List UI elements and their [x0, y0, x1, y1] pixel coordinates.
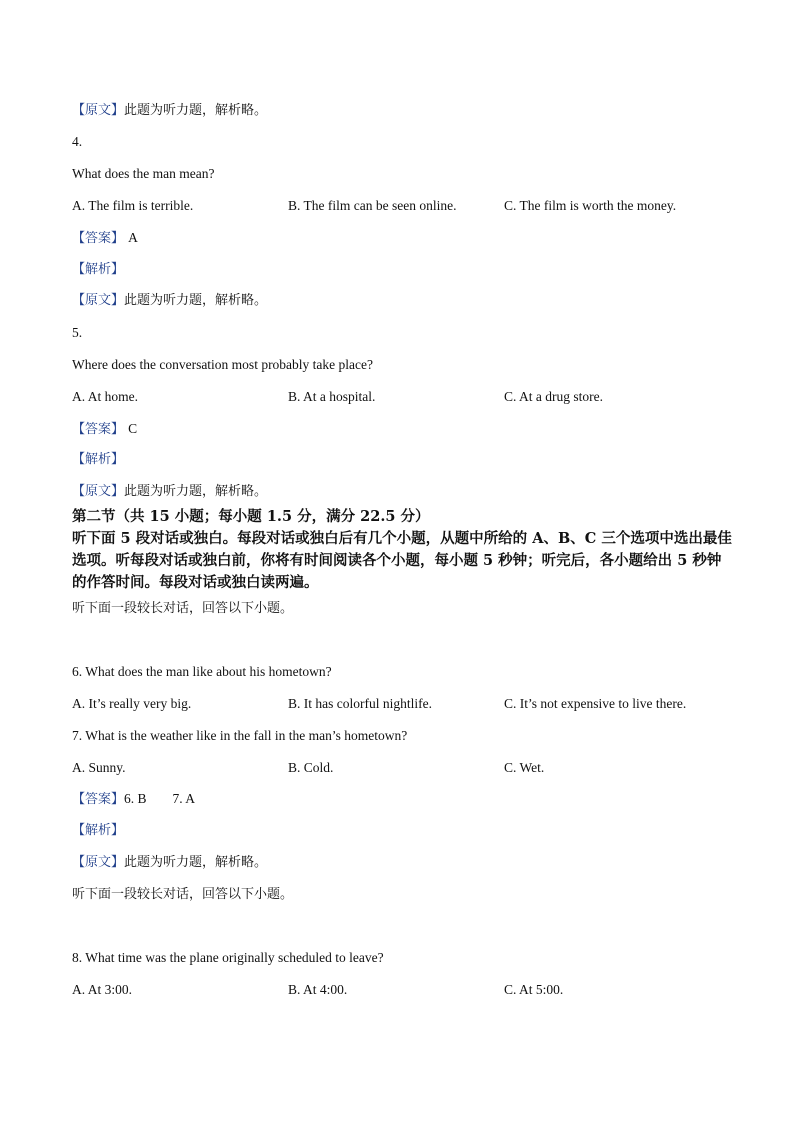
question-5-text: Where does the conversation most probably take place?: [72, 357, 374, 372]
yuanwen-tag: 【原文】: [72, 103, 125, 118]
q5-answer: C: [128, 421, 138, 436]
q7-option-a: A. Sunny.: [72, 760, 126, 775]
q6-option-c: C. It’s not expensive to live there.: [504, 696, 687, 711]
q6-7-analysis-tag: 【解析】: [72, 823, 125, 838]
question-6-text: 6. What does the man like about his hometown?: [72, 664, 332, 679]
q6-option-b: B. It has colorful nightlife.: [288, 696, 432, 711]
answer-6: 6. B: [124, 791, 147, 806]
answer-tag: 【答案】: [72, 231, 125, 246]
q5-option-b: B. At a hospital.: [288, 389, 376, 404]
question-number-5: 5.: [72, 325, 83, 340]
dialogue-intro-2: 听下面一段较长对话，回答以下小题。: [72, 887, 294, 902]
section-heading: 第二节（共 15 小题；每小题 1.5 分，满分 22.5 分）: [72, 508, 430, 525]
question-8-text: 8. What time was the plane originally scheduled to leave?: [72, 950, 384, 965]
q5-option-c: C. At a drug store.: [504, 389, 603, 404]
q4-answer-line: [72, 230, 138, 247]
q5-answer-line: [72, 421, 137, 438]
q8-option-c: C. At 5:00.: [504, 982, 564, 997]
question-7-text: 7. What is the weather like in the fall in the man’s hometown?: [72, 728, 408, 743]
yuanwen-text: 此题为听力题，解析略。: [124, 293, 268, 308]
yuanwen-text: 此题为听力题，解析略。: [124, 103, 268, 118]
yuanwen-tag: 【原文】: [72, 484, 125, 499]
q4-option-a: A. The film is terrible.: [72, 198, 194, 213]
q4-option-c: C. The film is worth the money.: [504, 198, 677, 213]
q6-7-yuanwen-line: [72, 855, 267, 871]
q5-yuanwen-line: [72, 484, 267, 500]
q6-7-answer-line: [72, 791, 195, 808]
dialogue-intro-1: 听下面一段较长对话，回答以下小题。: [72, 601, 294, 616]
yuanwen-line: [72, 103, 267, 119]
answer-7: 7. A: [172, 791, 196, 806]
q4-analysis-tag: 【解析】: [72, 262, 125, 277]
question-4-text: What does the man mean?: [72, 166, 215, 181]
question-number-4: 4.: [72, 134, 83, 149]
yuanwen-tag: 【原文】: [72, 855, 125, 870]
q7-option-b: B. Cold.: [288, 760, 334, 775]
q7-option-c: C. Wet.: [504, 760, 545, 775]
q4-yuanwen-line: [72, 293, 267, 309]
answer-tag: 【答案】: [72, 422, 125, 437]
q5-option-a: A. At home.: [72, 389, 138, 404]
q4-option-b: B. The film can be seen online.: [288, 198, 457, 213]
q8-option-a: A. At 3:00.: [72, 982, 133, 997]
yuanwen-tag: 【原文】: [72, 293, 125, 308]
section-instructions: 听下面 5 段对话或独白。每段对话或独白后有几个小题，从题中所给的 A、B、C 三个选项中选出最佳选项。听每段对话或独白前，你将有时间阅读各个小题，每小题 5 秒钟；听完后，各小题给出 5 秒钟的作答时间。每段对话或独白读两遍。: [72, 530, 732, 591]
q5-analysis-tag: 【解析】: [72, 452, 125, 467]
q6-option-a: A. It’s really very big.: [72, 696, 192, 711]
yuanwen-text: 此题为听力题，解析略。: [124, 484, 268, 499]
yuanwen-text: 此题为听力题，解析略。: [124, 855, 268, 870]
q8-option-b: B. At 4:00.: [288, 982, 348, 997]
q4-answer: A: [128, 230, 138, 245]
answer-tag: 【答案】: [72, 792, 125, 807]
